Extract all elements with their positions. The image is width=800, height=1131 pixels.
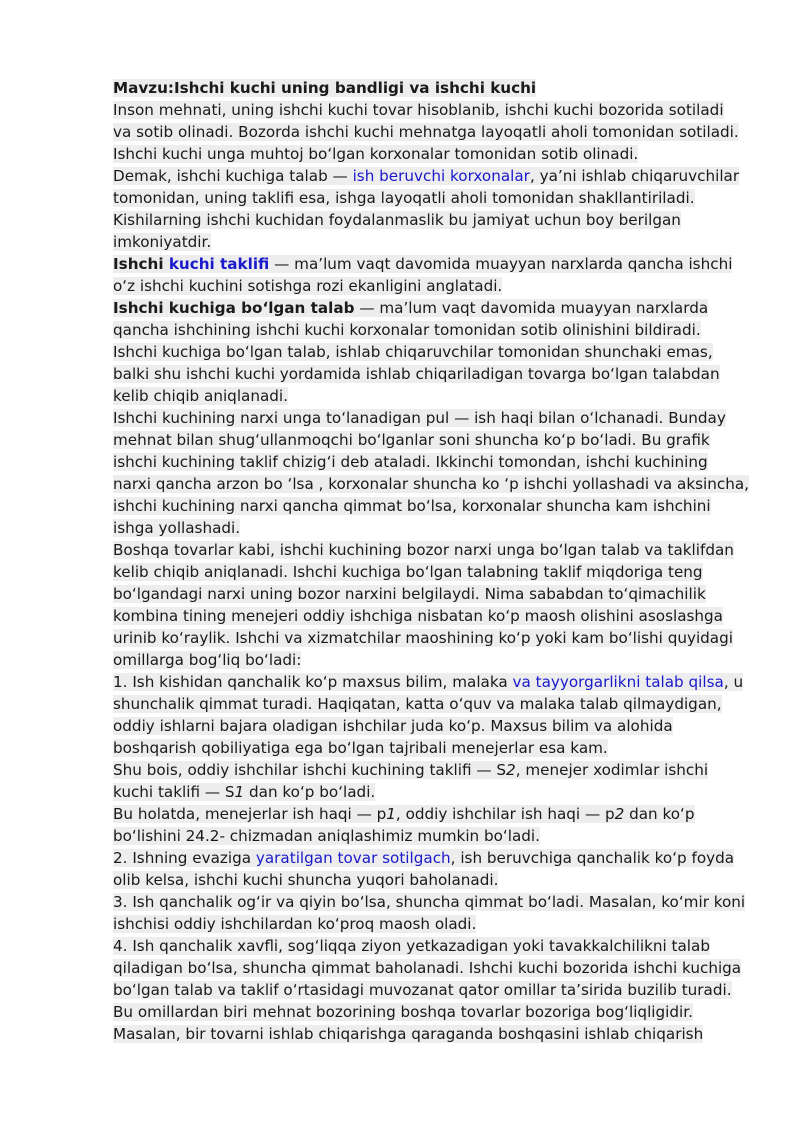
text-segment: — maʼlum vaqt davomida muayyan narxlarda — [354, 299, 709, 317]
text-line: boshqarish qobiliyatiga ega boʻlgan tajribali menejerlar esa kam. — [113, 739, 608, 757]
text-line: va sotib olinadi. Bozorda ishchi kuchi mehnatga layoqatli aholi tomonidan sotiladi. — [113, 123, 739, 141]
text-segment: 1. Ish kishidan qanchalik koʻp maxsus bilim, malaka — [113, 673, 513, 691]
text-line: kelib chiqib aniqlanadi. — [113, 387, 288, 405]
link-training[interactable]: va tayyorgarlikni talab qilsa — [512, 673, 724, 691]
text-line: balki shu ishchi kuchi yordamida ishlab chiqariladigan tovarga boʻlgan talabdan — [113, 365, 720, 383]
term-bold: Ishchi kuchiga boʻlgan talab — [113, 299, 355, 317]
text-line: ishchi kuchining narxi qancha qimmat boʻlsa, korxonalar shuncha kam ishchini — [113, 497, 711, 515]
text-segment: kuchi taklifi — S — [113, 783, 235, 801]
text-segment: 1 — [234, 783, 245, 801]
link-employers[interactable]: ish beruvchi korxonalar — [352, 167, 530, 185]
text-line: kelib chiqib aniqlanadi. Ishchi kuchiga boʻlgan talabning taklif miqdoriga teng — [113, 563, 703, 581]
text-line: Kishilarning ishchi kuchidan foydalanmaslik bu jamiyat uchun boy berilgan — [113, 211, 681, 229]
text-segment: , u — [723, 673, 744, 691]
text-line: boʻlishini 24.2- chizmadan aniqlashimiz mumkin boʻladi. — [113, 827, 540, 845]
text-segment: dan koʻp boʻladi. — [244, 783, 376, 801]
text-line: omillarga bogʻliq boʻladi: — [113, 651, 302, 669]
text-segment: Demak, ishchi kuchiga talab — — [113, 167, 353, 185]
text-line: Ishchi kuchining narxi unga toʻlanadigan pul — ish haqi bilan oʻlchanadi. Bunday — [113, 409, 726, 427]
text-line: ishchisi oddiy ishchilardan koʻproq maosh oladi. — [113, 915, 477, 933]
text-segment: 2 — [506, 761, 516, 779]
text-segment: , yaʼni ishlab chiqaruvchilar — [529, 167, 740, 185]
text-line: olib kelsa, ishchi kuchi shuncha yuqori baholanadi. — [113, 871, 499, 889]
text-line: Inson mehnati, uning ishchi kuchi tovar hisoblanib, ishchi kuchi bozorida sotiladi — [113, 101, 724, 119]
text-segment: 2. Ishning evaziga — [113, 849, 256, 867]
text-line: narxi qancha arzon bo ʻlsa , korxonalar shuncha ko ʻp ishchi yollashadi va aksincha, — [113, 475, 749, 493]
text-line: urinib koʻraylik. Ishchi va xizmatchilar maoshining koʻp yoki kam boʻlishi quyidagi — [113, 629, 733, 647]
text-line: Ishchi kuchiga boʻlgan talab, ishlab chiqaruvchilar tomonidan shunchaki emas, — [113, 343, 713, 361]
text-line: tomonidan, uning taklifi esa, ishga layoqatli aholi tomonidan shakllantiriladi. — [113, 189, 695, 207]
text-line: oddiy ishlarni bajara oladigan ishchilar juda koʻp. Maxsus bilim va alohida — [113, 717, 673, 735]
link-goods-sold[interactable]: yaratilgan tovar sotilgach — [255, 849, 451, 867]
text-line: qiladigan boʻlsa, shuncha qimmat baholanadi. Ishchi kuchi bozorida ishchi kuchiga — [113, 959, 742, 977]
text-line: ishchi kuchining taklif chizigʻi deb ataladi. Ikkinchi tomondan, ishchi kuchining — [113, 453, 708, 471]
text-line: qancha ishchining ishchi kuchi korxonalar tomonidan sotib olinishini bildiradi. — [113, 321, 701, 339]
text-line: Ishchi kuchi unga muhtoj boʻlgan korxonalar tomonidan sotib olinadi. — [113, 145, 639, 163]
text-line: Boshqa tovarlar kabi, ishchi kuchining bozor narxi unga boʻlgan talab va taklifdan — [113, 541, 734, 559]
text-segment: 2 — [614, 805, 625, 823]
text-segment: Shu bois, oddiy ishchilar ishchi kuchining taklifi — S — [113, 761, 507, 779]
text-segment: Bu holatda, menejerlar ish haqi — p — [113, 805, 387, 823]
text-segment: , menejer xodimlar ishchi — [515, 761, 709, 779]
text-segment: , ish beruvchiga qanchalik koʻp foyda — [450, 849, 735, 867]
text-segment: — maʼlum vaqt davomida muayyan narxlarda qancha ishchi — [269, 255, 733, 273]
text-line: imkoniyatdir. — [113, 233, 212, 251]
text-line: 4. Ish qanchalik xavfli, sogʻliqqa ziyon yetkazadigan yoki tavakkalchilikni talab — [113, 937, 710, 955]
text-line: ishga yollashadi. — [113, 519, 241, 537]
document-title: Mavzu:Ishchi kuchi uning bandligi va ishchi kuchi — [113, 79, 537, 97]
link-labor-supply[interactable]: kuchi taklifi — [168, 255, 270, 273]
text-line: boʻlgandagi narxi uning bozor narxini belgilaydi. Nima sababdan toʻqimachilik — [113, 585, 706, 603]
text-line: mehnat bilan shugʻullanmoqchi boʻlganlar soni shuncha koʻp boʻladi. Bu grafik — [113, 431, 710, 449]
text-line: 3. Ish qanchalik ogʻir va qiyin boʻlsa, shuncha qimmat boʻladi. Masalan, koʻmir koni — [113, 893, 746, 911]
text-line: oʻz ishchi kuchini sotishga rozi ekanligini anglatadi. — [113, 277, 503, 295]
term-bold: Ishchi — [113, 255, 169, 273]
text-line: Masalan, bir tovarni ishlab chiqarishga qaraganda boshqasini ishlab chiqarish — [113, 1025, 704, 1043]
text-line: shunchalik qimmat turadi. Haqiqatan, katta oʻquv va malaka talab qilmaydigan, — [113, 695, 722, 713]
text-line: Bu omillardan biri mehnat bozorining boshqa tovarlar bozoriga bogʻliqligidir. — [113, 1003, 693, 1021]
document-body — [113, 77, 749, 1045]
text-line: boʻlgan talab va taklif oʻrtasidagi muvozanat qator omillar taʼsirida buzilib turadi. — [113, 981, 732, 999]
text-line: kombina tining menejeri oddiy ishchiga nisbatan koʻp maosh olishini asoslashga — [113, 607, 723, 625]
text-segment: , oddiy ishchilar ish haqi — p — [395, 805, 615, 823]
text-segment: dan koʻp — [624, 805, 695, 823]
text-segment: 1 — [386, 805, 396, 823]
